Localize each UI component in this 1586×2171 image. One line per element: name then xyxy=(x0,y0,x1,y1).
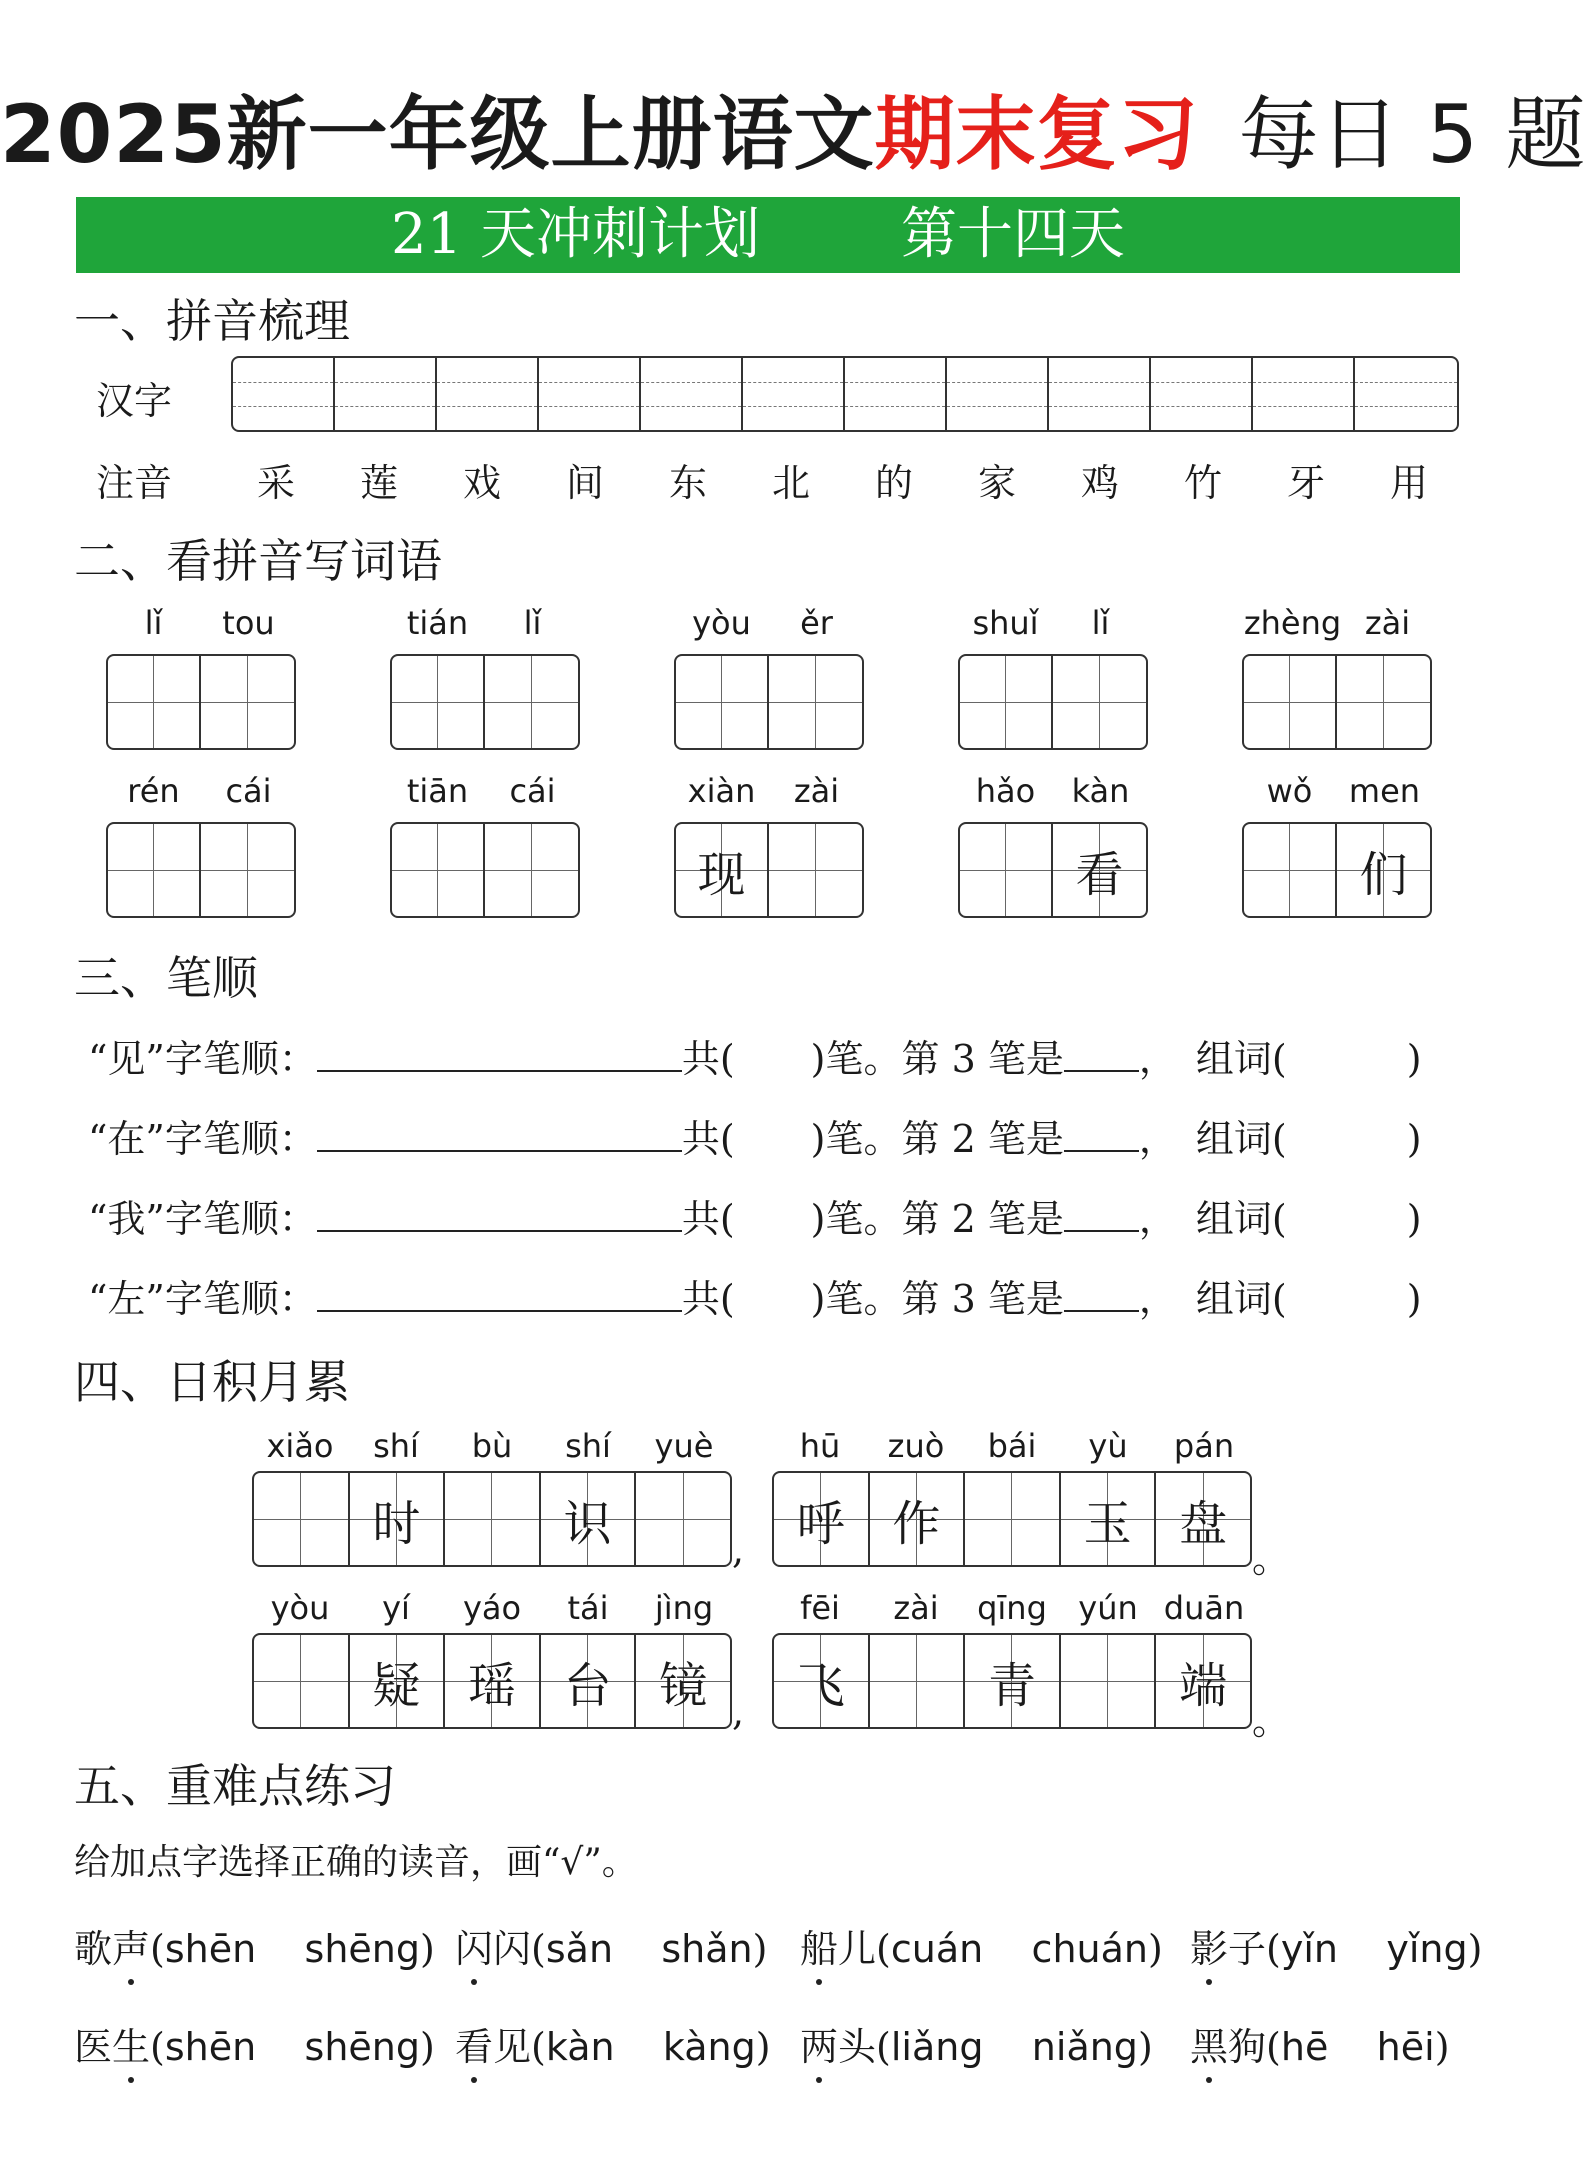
reading-option[interactable]: hēi xyxy=(1376,2025,1435,2069)
poem-cell[interactable]: 青 xyxy=(965,1635,1061,1727)
word-pinyin: tiān xyxy=(406,772,469,810)
word-pinyin: lǐ xyxy=(523,604,542,642)
stroke-order-blank[interactable] xyxy=(317,1120,682,1152)
word-grid[interactable] xyxy=(958,822,1148,918)
hanzi-cell[interactable] xyxy=(1049,358,1151,430)
reading-item: 两头(liǎng niǎng) xyxy=(800,2016,1153,2071)
reading-char: 歌 xyxy=(74,1927,113,1971)
stroke-row-label: “我”字笔顺： xyxy=(88,1197,317,1241)
hanzi-cell[interactable] xyxy=(539,358,641,430)
word-pinyin: zài xyxy=(1364,604,1411,642)
word-cell[interactable] xyxy=(769,656,862,748)
reading-item: 看见(kàn kàng) xyxy=(455,2016,771,2071)
stroke-total: 共( )笔。 xyxy=(681,1277,902,1321)
reading-option[interactable]: shēng xyxy=(304,1927,421,1971)
poem-pinyin: yí xyxy=(382,1589,410,1627)
word-cell[interactable] xyxy=(108,824,201,916)
word-grid[interactable] xyxy=(106,654,296,750)
reading-item: 闪闪(sǎn shǎn) xyxy=(455,1918,767,1973)
word-pinyin: lǐ xyxy=(144,604,163,642)
poem-pinyin: fēi xyxy=(800,1589,840,1627)
poem-pinyin: duān xyxy=(1163,1589,1245,1627)
poem-pinyin: shí xyxy=(565,1427,611,1465)
word-close: ) xyxy=(1406,1197,1422,1241)
poem-pinyin: bù xyxy=(471,1427,513,1465)
word-grid[interactable] xyxy=(958,654,1148,750)
word-cell[interactable] xyxy=(960,824,1053,916)
word-close: ) xyxy=(1406,1277,1422,1321)
reading-char-dotted: 船 xyxy=(800,1918,838,1973)
word-cell[interactable] xyxy=(392,656,485,748)
poem-cell[interactable]: 玉 xyxy=(1061,1473,1157,1565)
hanzi-cell[interactable] xyxy=(1355,358,1457,430)
stroke-nth: 第 2 笔是 xyxy=(901,1197,1064,1241)
word-pinyin: tián xyxy=(406,604,469,642)
poem-pinyin: qīng xyxy=(977,1589,1047,1627)
word-cell[interactable] xyxy=(1244,824,1337,916)
word-grid[interactable] xyxy=(1242,654,1432,750)
poem-cell[interactable]: 瑶 xyxy=(445,1635,541,1727)
poem-pinyin: yuè xyxy=(654,1427,714,1465)
poem-cell[interactable] xyxy=(870,1635,966,1727)
poem-punctuation: 。 xyxy=(1252,1699,1291,1743)
word-grid[interactable] xyxy=(674,822,864,918)
stroke-row-label: “见”字笔顺： xyxy=(88,1037,317,1081)
word-cell[interactable]: 们 xyxy=(1337,824,1430,916)
banner-day: 第十四天 xyxy=(901,202,1125,267)
stroke-nth-blank[interactable] xyxy=(1064,1040,1139,1072)
poem-grid[interactable] xyxy=(252,1633,732,1729)
reading-char: 子 xyxy=(1228,1927,1267,1971)
word-prompt: 组词( xyxy=(1195,1117,1287,1161)
reading-item: 影子(yǐn yǐng) xyxy=(1190,1918,1482,1973)
pinyin-char: 东 xyxy=(668,461,707,505)
stroke-row: “我”字笔顺： 共( )笔。第 2 笔是 ， 组词( ) xyxy=(88,1197,1422,1241)
poem-grid[interactable] xyxy=(772,1633,1252,1729)
poem-cell[interactable] xyxy=(1061,1635,1157,1727)
word-pinyin: zài xyxy=(793,772,840,810)
stroke-total: 共( )笔。 xyxy=(681,1117,902,1161)
reading-option[interactable]: kàn xyxy=(545,2025,615,2069)
poem-pinyin: yù xyxy=(1088,1427,1128,1465)
word-pinyin: ěr xyxy=(800,604,833,642)
poem-punctuation: , xyxy=(732,1528,745,1572)
poem-cell[interactable] xyxy=(636,1473,730,1565)
reading-option[interactable]: niǎng xyxy=(1031,2025,1138,2069)
pinyin-char: 家 xyxy=(977,461,1016,505)
pinyin-char: 戏 xyxy=(462,461,501,505)
reading-char: 狗 xyxy=(1228,2025,1267,2069)
stroke-nth-blank[interactable] xyxy=(1064,1280,1139,1312)
stroke-order-blank[interactable] xyxy=(317,1200,682,1232)
word-grid[interactable] xyxy=(390,654,580,750)
title-main: 2025新一年级上册语文 xyxy=(0,88,875,181)
poem-pinyin: jìng xyxy=(654,1589,714,1627)
reading-option[interactable]: hē xyxy=(1280,2025,1329,2069)
poem-cell[interactable] xyxy=(445,1473,541,1565)
reading-char-dotted: 看 xyxy=(455,2016,493,2071)
poem-pinyin: zài xyxy=(893,1589,939,1627)
section-4-heading: 四、日积月累 xyxy=(74,1355,350,1409)
title-daily: 每日 5 题 xyxy=(1238,88,1586,181)
word-grid[interactable] xyxy=(1242,822,1432,918)
instruction-text: 给加点字选择正确的读音，画“√”。 xyxy=(74,1842,638,1883)
hanzi-cell[interactable] xyxy=(233,358,335,430)
word-cell[interactable] xyxy=(485,824,578,916)
poem-punctuation: 。 xyxy=(1252,1537,1291,1581)
stroke-order-blank[interactable] xyxy=(317,1280,682,1312)
stroke-row-label: “左”字笔顺： xyxy=(88,1277,317,1321)
poem-pinyin: yún xyxy=(1078,1589,1138,1627)
poem-pinyin: bái xyxy=(987,1427,1037,1465)
word-cell[interactable] xyxy=(108,656,201,748)
reading-option[interactable]: kàng xyxy=(662,2025,756,2069)
hanzi-writing-grid[interactable] xyxy=(231,356,1459,432)
stroke-order-blank[interactable] xyxy=(317,1040,682,1072)
poem-cell[interactable]: 飞 xyxy=(774,1635,870,1727)
word-pinyin: zhèng xyxy=(1243,604,1342,642)
poem-pinyin: xiǎo xyxy=(266,1427,334,1465)
poem-cell[interactable]: 呼 xyxy=(774,1473,870,1565)
word-pinyin: hǎo xyxy=(975,772,1036,810)
word-cell[interactable] xyxy=(1244,656,1337,748)
plan-banner xyxy=(76,197,1460,273)
poem-pinyin: yáo xyxy=(462,1589,522,1627)
word-pinyin: shuǐ xyxy=(972,604,1039,642)
hanzi-cell[interactable] xyxy=(845,358,947,430)
stroke-row: “左”字笔顺： 共( )笔。第 3 笔是 ， 组词( ) xyxy=(88,1277,1422,1321)
stroke-total: 共( )笔。 xyxy=(681,1197,902,1241)
reading-char-dotted: 闪 xyxy=(455,1918,493,1973)
word-cell[interactable] xyxy=(485,656,578,748)
word-close: ) xyxy=(1406,1037,1422,1081)
reading-item: 黑狗(hē hēi) xyxy=(1190,2016,1450,2071)
word-prompt: 组词( xyxy=(1195,1277,1287,1321)
poem-cell[interactable]: 盘 xyxy=(1156,1473,1250,1565)
hanzi-cell[interactable] xyxy=(335,358,437,430)
pinyin-char: 用 xyxy=(1389,461,1428,505)
word-cell[interactable]: 看 xyxy=(1053,824,1146,916)
word-grid[interactable] xyxy=(390,822,580,918)
word-pinyin: cái xyxy=(509,772,556,810)
section-2-heading: 二、看拼音写词语 xyxy=(74,534,442,588)
word-prompt: 组词( xyxy=(1195,1037,1287,1081)
reading-char: 儿 xyxy=(838,1927,877,1971)
poem-cell[interactable]: 台 xyxy=(541,1635,637,1727)
word-cell[interactable] xyxy=(769,824,862,916)
word-pinyin: men xyxy=(1348,772,1421,810)
stroke-nth: 第 2 笔是 xyxy=(901,1117,1064,1161)
pinyin-char: 竹 xyxy=(1183,461,1222,505)
section-5-heading: 五、重难点练习 xyxy=(74,1759,396,1813)
word-pinyin: xiàn xyxy=(687,772,756,810)
reading-char: 见 xyxy=(493,2025,532,2069)
reading-char: 医 xyxy=(74,2025,113,2069)
word-pinyin: tou xyxy=(222,604,275,642)
section-1-heading: 一、拼音梳理 xyxy=(74,294,350,348)
poem-pinyin: tái xyxy=(567,1589,609,1627)
reading-option[interactable]: shēng xyxy=(304,2025,421,2069)
pinyin-char: 莲 xyxy=(359,461,398,505)
stroke-total: 共( )笔。 xyxy=(681,1037,902,1081)
poem-grid[interactable] xyxy=(252,1471,732,1567)
word-pinyin: cái xyxy=(225,772,272,810)
page-title xyxy=(0,70,1586,185)
pinyin-char: 鸡 xyxy=(1080,461,1119,505)
stroke-nth-blank[interactable] xyxy=(1064,1120,1139,1152)
pinyin-char: 牙 xyxy=(1286,461,1325,505)
pinyin-char: 的 xyxy=(874,461,913,505)
word-cell[interactable]: 现 xyxy=(676,824,769,916)
word-close: ) xyxy=(1406,1117,1422,1161)
reading-char-dotted: 两 xyxy=(800,2016,838,2071)
hanzi-cell[interactable] xyxy=(947,358,1049,430)
stroke-row: “见”字笔顺： 共( )笔。第 3 笔是 ， 组词( ) xyxy=(88,1037,1422,1081)
section-3-heading: 三、笔顺 xyxy=(74,951,258,1005)
reading-char: 闪 xyxy=(493,1927,532,1971)
word-cell[interactable] xyxy=(1053,656,1146,748)
reading-option[interactable]: chuán xyxy=(1031,1927,1148,1971)
word-cell[interactable] xyxy=(392,824,485,916)
reading-char-dotted: 黑 xyxy=(1190,2016,1228,2071)
reading-option[interactable]: yǐn xyxy=(1280,1927,1338,1971)
poem-punctuation: , xyxy=(732,1690,745,1734)
stroke-nth-blank[interactable] xyxy=(1064,1200,1139,1232)
word-grid[interactable] xyxy=(674,654,864,750)
reading-item: 歌声(shēn shēng) xyxy=(74,1918,435,1973)
reading-item: 医生(shēn shēng) xyxy=(74,2016,435,2071)
reading-option[interactable]: yǐng xyxy=(1386,1927,1468,1971)
stroke-row: “在”字笔顺： 共( )笔。第 2 笔是 ， 组词( ) xyxy=(88,1117,1422,1161)
poem-cell[interactable] xyxy=(965,1473,1061,1565)
poem-pinyin: pán xyxy=(1173,1427,1235,1465)
word-pinyin: kàn xyxy=(1071,772,1130,810)
stroke-nth: 第 3 笔是 xyxy=(901,1037,1064,1081)
reading-option[interactable]: shēn xyxy=(164,2025,257,2069)
reading-char-dotted: 声 xyxy=(112,1918,150,1973)
poem-cell[interactable]: 端 xyxy=(1156,1635,1250,1727)
poem-grid[interactable] xyxy=(772,1471,1252,1567)
hanzi-cell[interactable] xyxy=(1151,358,1253,430)
pinyin-char: 采 xyxy=(256,461,295,505)
poem-cell[interactable]: 作 xyxy=(870,1473,966,1565)
reading-option[interactable]: sǎn xyxy=(545,1927,614,1971)
reading-char: 头 xyxy=(838,2025,877,2069)
word-cell[interactable] xyxy=(201,656,294,748)
poem-pinyin: hū xyxy=(799,1427,841,1465)
reading-item: 船儿(cuán chuán) xyxy=(800,1918,1163,1973)
poem-cell[interactable] xyxy=(254,1473,350,1565)
hanzi-cell[interactable] xyxy=(743,358,845,430)
reading-char-dotted: 生 xyxy=(112,2016,150,2071)
word-pinyin: lǐ xyxy=(1091,604,1110,642)
reading-char-dotted: 影 xyxy=(1190,1918,1228,1973)
hanzi-cell[interactable] xyxy=(641,358,743,430)
row-label-pinyin: 注音 xyxy=(96,461,173,505)
stroke-nth: 第 3 笔是 xyxy=(901,1277,1064,1321)
reading-option[interactable]: shǎn xyxy=(661,1927,753,1971)
poem-cell[interactable] xyxy=(254,1635,350,1727)
word-cell[interactable] xyxy=(201,824,294,916)
hanzi-cell[interactable] xyxy=(437,358,539,430)
poem-cell[interactable]: 疑 xyxy=(350,1635,446,1727)
word-cell[interactable] xyxy=(676,656,769,748)
word-prompt: 组词( xyxy=(1195,1197,1287,1241)
word-pinyin: rén xyxy=(127,772,180,810)
poem-pinyin: yòu xyxy=(270,1589,330,1627)
word-grid[interactable] xyxy=(106,822,296,918)
poem-cell[interactable]: 识 xyxy=(541,1473,637,1565)
poem-pinyin: zuò xyxy=(887,1427,945,1465)
poem-cell[interactable]: 镜 xyxy=(636,1635,730,1727)
row-label-hanzi: 汉字 xyxy=(96,379,173,423)
word-pinyin: yòu xyxy=(692,604,751,642)
word-pinyin: wǒ xyxy=(1266,772,1313,810)
stroke-row-label: “在”字笔顺： xyxy=(88,1117,317,1161)
reading-option[interactable]: shēn xyxy=(164,1927,257,1971)
banner-plan: 21 天冲刺计划 xyxy=(391,202,761,267)
poem-pinyin: shí xyxy=(373,1427,419,1465)
word-cell[interactable] xyxy=(1337,656,1430,748)
reading-option[interactable]: liǎng xyxy=(890,2025,984,2069)
poem-cell[interactable]: 时 xyxy=(350,1473,446,1565)
word-cell[interactable] xyxy=(960,656,1053,748)
reading-option[interactable]: cuán xyxy=(890,1927,984,1971)
pinyin-char: 北 xyxy=(771,461,810,505)
title-highlight: 期末复习 xyxy=(874,88,1199,181)
hanzi-cell[interactable] xyxy=(1253,358,1355,430)
pinyin-char: 间 xyxy=(565,461,604,505)
